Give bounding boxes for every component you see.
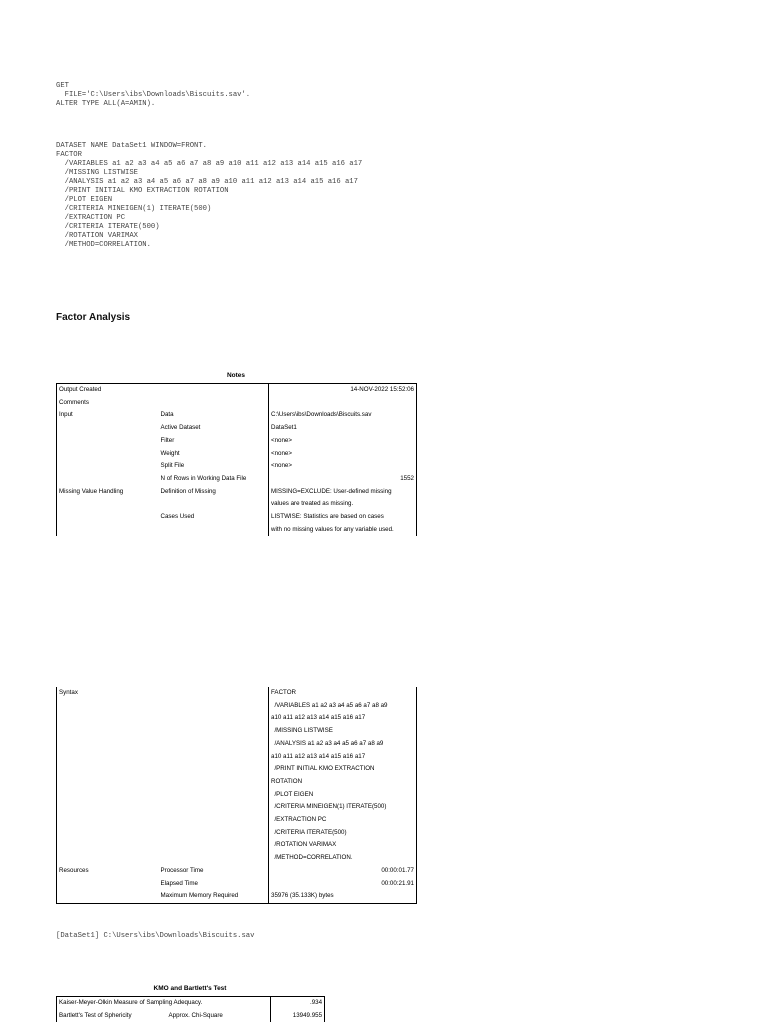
syntax-line: FACTOR xyxy=(269,687,417,700)
row-subheader: Filter xyxy=(160,436,175,444)
table-row xyxy=(57,1010,325,1023)
row-subheader: Definition of Missing xyxy=(160,487,216,495)
notes-caption: Notes xyxy=(226,372,246,379)
kmo-caption: KMO and Bartlett's Test xyxy=(153,985,227,992)
cell-value: 35976 (35.133K) bytes xyxy=(269,890,417,903)
row-header: Resources xyxy=(57,865,159,878)
row-header: Kaiser-Meyer-Olkin Measure of Sampling Adequacy. xyxy=(57,997,271,1010)
row-subheader: N of Rows in Working Data File xyxy=(160,474,247,482)
notes-table-continued xyxy=(56,687,417,904)
table-row xyxy=(57,776,417,789)
table-row xyxy=(57,801,417,814)
syntax-line: /METHOD=CORRELATION. xyxy=(269,852,417,865)
row-subheader: Approx. Chi-Square xyxy=(168,1011,223,1019)
table-row xyxy=(57,839,417,852)
table-row xyxy=(57,852,417,865)
row-header: Comments xyxy=(57,397,159,410)
table-row xyxy=(57,397,417,410)
table-row xyxy=(57,384,417,397)
table-row xyxy=(57,890,417,903)
table-row xyxy=(57,687,417,700)
cell-value: <none> xyxy=(269,460,417,473)
cell-value: <none> xyxy=(269,448,417,461)
row-subheader: Data xyxy=(160,411,174,419)
cell-value: 14-NOV-2022 15:52:06 xyxy=(269,384,417,397)
syntax-line: a10 a11 a12 a13 a14 a15 a16 a17 xyxy=(269,751,417,764)
syntax-block-get: GET FILE='C:\Users\ibs\Downloads\Biscuits.sav'. ALTER TYPE ALL(A=AMIN). xyxy=(56,82,251,108)
row-subheader: Processor Time xyxy=(160,866,204,874)
table-row xyxy=(57,409,417,422)
table-row xyxy=(57,814,417,827)
table-row xyxy=(57,827,417,840)
cell-value: MISSING=EXCLUDE: User-defined missing xyxy=(269,486,417,499)
syntax-line: /CRITERIA ITERATE(500) xyxy=(269,827,417,840)
cell-value: .934 xyxy=(271,997,325,1010)
cell-value: with no missing values for any variable used. xyxy=(269,524,417,537)
row-header: Syntax xyxy=(57,687,159,700)
row-subheader: Maximum Memory Required xyxy=(160,892,239,900)
syntax-line: /PLOT EIGEN xyxy=(269,789,417,802)
table-row xyxy=(57,712,417,725)
row-subheader: Weight xyxy=(160,449,180,457)
notes-table xyxy=(56,383,417,536)
table-row xyxy=(57,422,417,435)
syntax-line: ROTATION xyxy=(269,776,417,789)
table-row xyxy=(57,738,417,751)
syntax-line: a10 a11 a12 a13 a14 a15 a16 a17 xyxy=(269,712,417,725)
table-row xyxy=(57,789,417,802)
table-row xyxy=(57,700,417,713)
cell-value: <none> xyxy=(269,435,417,448)
table-row xyxy=(57,997,325,1010)
cell-value: 13949.955 xyxy=(271,1010,325,1023)
table-row xyxy=(57,524,417,537)
table-row xyxy=(57,435,417,448)
syntax-line: /PRINT INITIAL KMO EXTRACTION xyxy=(269,763,417,776)
dataset-line: [DataSet1] C:\Users\ibs\Downloads\Biscuits.sav xyxy=(56,932,255,940)
syntax-line: /ROTATION VARIMAX xyxy=(269,839,417,852)
cell-value: 00:00:01.77 xyxy=(269,865,417,878)
cell-value: DataSet1 xyxy=(269,422,417,435)
syntax-line: /VARIABLES a1 a2 a3 a4 a5 a6 a7 a8 a9 xyxy=(269,700,417,713)
syntax-line: /MISSING LISTWISE xyxy=(269,725,417,738)
table-row xyxy=(57,473,417,486)
table-row xyxy=(57,865,417,878)
cell-value: values are treated as missing. xyxy=(269,498,417,511)
syntax-line: /ANALYSIS a1 a2 a3 a4 a5 a6 a7 a8 a9 xyxy=(269,738,417,751)
table-row xyxy=(57,511,417,524)
row-header: Bartlett's Test of Sphericity xyxy=(57,1010,167,1023)
row-subheader: Split File xyxy=(160,462,185,470)
table-row xyxy=(57,448,417,461)
row-header: Output Created xyxy=(57,384,159,397)
table-row xyxy=(57,878,417,891)
table-row xyxy=(57,498,417,511)
syntax-line: /CRITERIA MINEIGEN(1) ITERATE(500) xyxy=(269,801,417,814)
syntax-block-factor: DATASET NAME DataSet1 WINDOW=FRONT. FACTOR /VARIABLES a1 a2 a3 a4 a5 a6 a7 a8 a9 a10 a11 a12 a13 a14 a15 a16 a17 /MISSING LISTWISE /ANALYSIS a1 a2 a3 a4 a5 a6 a7 a8 a9 a10 a11 a12 a13 a14 a15 a16 a17 /PRINT INITIAL KMO EXTRACTION ROTATION /PLOT EIGEN /CRITERIA MINEIGEN(1) ITERATE(500) /EXTRACTION PC /CRITERIA ITERATE(500) /ROTATION VARIMAX /METHOD=CORRELATION. xyxy=(56,142,363,249)
table-row xyxy=(57,763,417,776)
section-title: Factor Analysis xyxy=(56,312,131,323)
row-subheader: Cases Used xyxy=(160,513,195,521)
row-subheader: Active Dataset xyxy=(160,424,201,432)
cell-value: 00:00:21.91 xyxy=(269,878,417,891)
table-row xyxy=(57,460,417,473)
table-row xyxy=(57,751,417,764)
cell-value: 1552 xyxy=(269,473,417,486)
row-subheader: Elapsed Time xyxy=(160,879,198,887)
syntax-line: /EXTRACTION PC xyxy=(269,814,417,827)
cell-value: LISTWISE: Statistics are based on cases xyxy=(269,511,417,524)
row-header: Missing Value Handling xyxy=(57,486,159,499)
table-row xyxy=(57,725,417,738)
row-header: Input xyxy=(57,409,159,422)
table-row xyxy=(57,486,417,499)
cell-value: C:\Users\ibs\Downloads\Biscuits.sav xyxy=(269,409,417,422)
kmo-table xyxy=(56,996,325,1022)
